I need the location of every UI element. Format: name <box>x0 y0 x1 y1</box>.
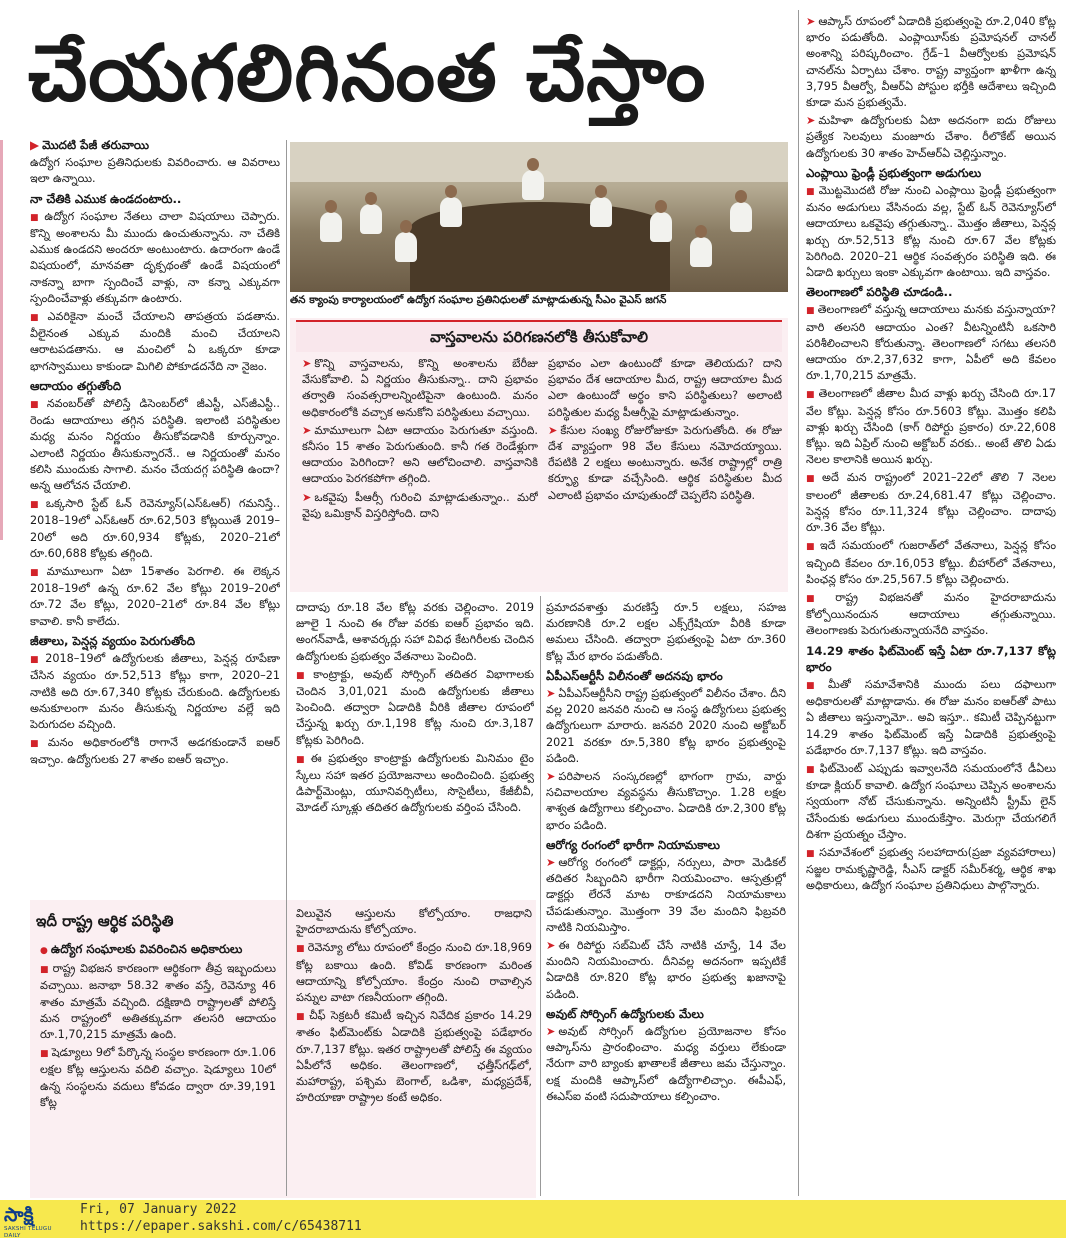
bullet-icon: ■ <box>806 474 819 485</box>
photo-person <box>730 202 752 232</box>
paragraph: ■ నవంబర్‌తో పోలిస్తే డిసెంబర్‌లో జీఎస్టీ, ఎస్‌జీఎస్టీ.. రెండు ఆదాయాలు తగ్గిన పరిస్థితి. ఇలాంటి పరిస్థితుల మధ్య మనం నిర్ణయం తీసుకోవడానికి కూర్చున్నాం. ఎలాంటి నిర్ణయం తీసుకున్నారనే.. ఆ నిర్ణయంతో మనం కలిసి ముందుకు సాగాలి. మనం చేయదగ్గ పరిస్థితి ఉందా? అన్న ఆలోచన చేయాలి. <box>30 397 280 493</box>
subheading: జీతాలు, పెన్షన్ల వ్యయం పెరుగుతోంది <box>30 633 196 648</box>
arrow-icon: ➤ <box>548 423 558 437</box>
arrow-icon: ➤ <box>546 770 556 784</box>
box-column-2 <box>548 356 782 588</box>
column-divider <box>286 140 287 1196</box>
arrow-icon: ➤ <box>302 423 312 437</box>
column-3 <box>546 600 786 1194</box>
finance-subtitle: ● ఉద్యోగ సంఘాలకు వివరించిన అధికారులు <box>40 942 243 956</box>
bullet-icon: ■ <box>296 670 311 681</box>
bullet-icon: ■ <box>30 313 45 324</box>
subheading: 14.29 శాతం ఫిట్‌మెంట్‌ ఇస్తే ఏటా రూ.7,137 కోట్ల భారం <box>806 643 1056 674</box>
paragraph: ➤ ఆప్కాస్‌ రూపంలో ఏడాదికి ప్రభుత్వంపై రూ.2,040 కోట్ల భారం పడుతోంది. ఎంప్లాయీస్‌కు ప్రమోషనల్‌ చానల్‌ అంశాన్ని పరిష్కరించాం. గ్రేడ్‌–1 వీఆర్వోలకు ప్రమోషన్‌ చానల్‌ను ఏర్పాటు చేశాం. రాష్ట్ర వ్యాప్తంగా ఖాళీగా ఉన్న 3,795 వీఆర్వో, వీఆర్‌ఏ పోస్టుల భర్తీకి ఆదేశాలు ఇచ్చింది కూడా మన ప్రభుత్వమే. <box>806 15 1056 110</box>
continued-label: ▶ మొదటి పేజీ తరువాయి <box>30 138 150 152</box>
paragraph: ■ ఇదే సమయంలో గుజరాత్‌లో వేతనాలు, పెన్షన్ల కోసం ఇచ్చింది కేవలం రూ.16,053 కోట్లు. బీహార్‌లో వేతనాలు, పింఛన్ల కోసం రూ.25,567.5 కోట్లు చెల్లించారు. <box>806 539 1056 586</box>
arrow-icon: ➤ <box>546 687 556 701</box>
bullet-icon: ■ <box>806 680 826 691</box>
bullet-icon: ■ <box>806 848 817 859</box>
bullet-icon: ■ <box>806 306 815 317</box>
column-2 <box>296 600 534 892</box>
paragraph: ■ తెలంగాణలో వస్తున్న ఆదాయాలు మనకు వస్తున్నాయా? వారి తలసరి ఆదాయం ఎంత? వీటన్నింటినీ ఒకసారి పరిశీలించాలని కోరుతున్నా. తెలంగాణలో సగటు తలసరి ఆదాయం రూ.2,37,632 కాగా, ఏపీలో అది కేవలం రూ.1,70,215 మాత్రమే. <box>806 303 1056 383</box>
paragraph: ఉద్యోగ సంఘాల ప్రతినిధులకు వివరించారు. ఆ వివరాలు ఇలా ఉన్నాయి. <box>30 156 280 186</box>
bullet-icon: ■ <box>806 593 833 604</box>
paragraph: ■ మనం అధికారంలోకి రాగానే అడగకుండానే ఐఆర్‌ ఇచ్చాం. ఉద్యోగులకు 27 శాతం ఐఆర్‌ ఇచ్చాం. <box>30 736 280 767</box>
paragraph: ■ రాష్ట్ర విభజన కారణంగా ఆర్థికంగా తీవ్ర ఇబ్బందులు వచ్చాయి. జనాభా 58.32 శాతం వస్తే, రెవెన్యూ 46 శాతం మాత్రమే వచ్చింది. దక్షిణాది రాష్ట్రాలతో పోలిస్తే మన రాష్ట్రంలో అతితక్కువగా తలసరి ఆదాయం రూ.1,70,215 మాత్రమే ఉంది. <box>40 962 276 1042</box>
paragraph: ➤ పరిపాలన సంస్కరణల్లో భాగంగా గ్రామ, వార్డు సచివాలయాల వ్యవస్థను తీసుకొచ్చాం. 1.28 లక్షల శాశ్వత ఉద్యోగాలు కల్పించాం. ఏడాదికి రూ.2,300 కోట్ల భారం పడింది. <box>546 770 786 832</box>
bullet-icon: ■ <box>30 655 43 666</box>
paragraph: ■ 2018–19లో ఉద్యోగులకు జీతాలు, పెన్షన్ల రూపేణా చేసిన వ్యయం రూ.52,513 కోట్లు కాగా, 2020–21 నాటికి అది రూ.67,340 కోట్లకు చేరుకుంది. ఉద్యోగులకు అనుకూలంగా మనం తీసుకున్న నిర్ణయాల వల్లే ఇది పెరుగుదల వచ్చింది. <box>30 652 280 731</box>
paragraph: ■ రాష్ట్ర విభజనతో మనం హైదరాబాదును కోల్పోయినందున ఆదాయాలు తగ్గుతున్నాయి. తెలంగాణకు పెరుగుతున్నాయనేది వాస్తవం. <box>806 590 1056 638</box>
footer-bar <box>0 1200 1066 1238</box>
bullet-icon: ■ <box>296 944 305 955</box>
finance-column-2 <box>296 906 532 1194</box>
bullet-icon: ■ <box>30 500 43 511</box>
paragraph: ➤ ఆరోగ్య రంగంలో డాక్టర్లు, నర్సులు, పారా మెడికల్‌ తదితర సిబ్బందిని భారీగా నియమించాం. ఆస్పత్రుల్లో డాక్టర్లు లేరనే మాట రాకూడదని నియామకాలు చేపడుతున్నాం. మొత్తంగా 39 వేల మందిని ఫిబ్రవరి నాటికి నియమిస్తాం. <box>546 856 786 934</box>
paragraph: ■ మీతో సమావేశానికి ముందు పలు దఫాలుగా అధికారులతో మాట్లాడాను. ఈ రోజు మనం ఐఆర్‌తో పాటు ఏ జీతాలు ఇస్తున్నామో.. అవి ఇస్తూ.. కమిటీ చెప్పినట్టుగా 14.29 శాతం ఫిట్‌మెంట్‌ ఇస్తే ఏడాదికి ప్రభుత్వంపై పడేభారం రూ.7,137 కోట్లు. ఇది వాస్తవం. <box>806 677 1056 757</box>
column-1 <box>30 134 280 894</box>
paragraph: ■ మామూలుగా ఏటా 15శాతం పెరగాలి. ఈ లెక్కన 2018–19లో ఉన్న రూ.62 వేల కోట్లు 2019–20లో రూ.72 వేల కోట్లు, 2020–21లో రూ.84 వేల కోట్లు కావాలి. కానీ కాలేదు. <box>30 565 280 628</box>
paragraph: ప్రభావం ఎలా ఉంటుందో కూడా తెలియదు? దాని ప్రభావం దేశ ఆదాయాల మీద, రాష్ట్ర ఆదాయాల మీద ఎలా ఉంటుందో అర్థం కాని పరిస్థితులు? అలాంటి పరిస్థితుల మధ్య పీఆర్సీపై మాట్లాడుతున్నాం. <box>548 357 782 419</box>
paragraph: ■ ఫిట్‌మెంట్‌ ఎప్పుడు ఇవ్వాలనేది సమయంలోనే డీఏలు కూడా క్లియర్‌ కావాలి. ఉద్యోగ సంఘాలు చెప్పిన అంశాలను స్వయంగా నోట్‌ చేసుకున్నాను. అన్నింటినీ స్ట్రీమ్‌ లైన్‌ చేసేందుకు అడుగులు ముందుకేస్తాం. మెరుగ్గా చేయగలిగే దిశగా ప్రయత్నం చేస్తాం. <box>806 761 1056 841</box>
paragraph: ■ అదే మన రాష్ట్రంలో 2021–22లో తొలి 7 నెలల కాలంలో జీతాలకు రూ.24,681.47 కోట్లు చెల్లించాం. పెన్షన్ల కోసం రూ.11,324 కోట్లు చెల్లించాం. దాదాపు రూ.36 వేల కోట్లు. <box>806 471 1056 535</box>
page-edge-marker <box>0 140 3 540</box>
paragraph: ➤ మహిళా ఉద్యోగులకు ఏటా అదనంగా ఐదు రోజులు ప్రత్యేక సెలవులు మంజూరు చేశాం. రీలొకేట్‌ అయిన ఉద్యోగులకు 30 శాతం హెచ్‌ఆర్‌ఏ చెల్లిస్తున్నాం. <box>806 114 1056 160</box>
subheading: నా చేతికి ఎముక ఉండదంటారు.. <box>30 191 182 206</box>
paragraph: ➤ కొన్ని వాస్తవాలను, కొన్ని అంశాలను బేరీజు వేసుకోవాలి. ఏ నిర్ణయం తీసుకున్నా.. దాని ప్రభావం తర్వాతి సంవత్సరాలన్నింటిపైనా ఉంటుంది. మనం అధికారంలోకి వచ్చాక అనుకోని పరిస్థితులు వచ్చాయి. <box>302 357 538 419</box>
bullet-icon: ■ <box>806 764 817 775</box>
paragraph: ➤ ఒకవైపు పీఆర్సీ గురించి మాట్లాడుతున్నాం.. మరో వైపు ఒమిక్రాన్‌ విస్తరిస్తోంది. దాని <box>302 490 538 520</box>
photo-caption: తన క్యాంపు కార్యాలయంలో ఉద్యోగ సంఘాల ప్రతినిధులతో మాట్లాడుతున్న సీఎం వైఎస్‌ జగన్‌ <box>290 294 667 306</box>
paragraph: ■ చీఫ్‌ సెక్రటరీ కమిటీ ఇచ్చిన నివేదిక ప్రకారం 14.29 శాతం ఫిట్‌మెంట్‌కు ఏడాదికి ప్రభుత్వంపై పడేభారం రూ.7,137 కోట్లు. ఇతర రాష్ట్రాలతో పోలిస్తే ఈ వ్యయం ఏపీలోనే అధికం. తెలంగాణలో, ఛత్తీస్‌గఢ్‌లో, మహారాష్ట్ర, పశ్చిమ బెంగాల్, ఒడిశా, మధ్యప్రదేశ్, హరియాణా రాష్ట్రాల కంటే అధికం. <box>296 1009 532 1105</box>
bullet-icon: ■ <box>296 754 308 765</box>
paragraph: ప్రమాదవశాత్తు మరణిస్తే రూ.5 లక్షలు, సహజ మరణానికి రూ.2 లక్షల ఎక్స్‌గ్రేషియా వీరికి కూడా అమలు చేసింది. తద్వారా ప్రభుత్వంపై ఏటా రూ.360 కోట్ల మేర భారం పడుతోంది. <box>546 601 786 663</box>
bullet-icon: ■ <box>40 965 50 976</box>
paragraph: ■ రెవెన్యూ లోటు రూపంలో కేంద్రం నుంచి రూ.18,969 కోట్ల బకాయి ఉంది. కోవిడ్‌ కారణంగా మరింత ఆదాయాన్ని కోల్పోయాం. కేంద్రం నుంచి రావాల్సిన పన్నుల వాటా గణనీయంగా తగ్గింది. <box>296 941 532 1005</box>
paragraph: ➤ ఏపీఎస్‌ఆర్టీసీని రాష్ట్ర ప్రభుత్వంలో విలీనం చేశాం. దీని వల్ల 2020 జనవరి నుంచి ఆ సంస్థ ఉద్యోగులు ప్రభుత్వ ఉద్యోగులుగా మారారు. జనవరి 2020 నుంచి అక్టోబర్‌ 2021 వరకూ రూ.5,380 కోట్ల భారం ప్రభుత్వంపై పడింది. <box>546 687 786 765</box>
paragraph: ➤ కేసుల సంఖ్య రోజురోజుకూ పెరుగుతోంది. ఈ రోజు దేశ వ్యాప్తంగా 98 వేల కేసులు నమోదయ్యాయి. రేపటికి 2 లక్షలు అంటున్నారు. అనేక రాష్ట్రాల్లో రాత్రి కర్ఫ్యూ కూడా వచ్చేసింది. ఆర్థిక పరిస్థితుల మీద ఎలాంటి ప్రభావం చూపుతుందో చెప్పలేని పరిస్థితి. <box>548 423 782 502</box>
paragraph: ■ మొట్టమొదటి రోజు నుంచి ఎంప్లాయి ఫ్రెండ్లీ ప్రభుత్వంగా మనం అడుగులు వేసినందు వల్ల, స్టేట్‌ ఓన్‌ రెవెన్యూస్‌లో ఆదాయాలు ఒకవైపు తగ్గుతున్నా.. మొత్తం జీతాలు, పెన్షన్ల ఖర్చు రూ.52,513 కోట్ల నుంచి రూ.67 వేల కోట్లకు పెరిగింది. 2020–21 ఆర్థిక సంవత్సరం పరిస్థితి ఇది. ఈ ఏడాది ఖర్చులు ఇంకా ఎక్కువగా ఉంటాయి. ఇది వాస్తవం. <box>806 184 1056 280</box>
paragraph: దాదాపు రూ.18 వేల కోట్ల వరకు చెల్లించాం. 2019 జూలై 1 నుంచి ఈ రోజు వరకు ఐఆర్‌ ప్రభావం ఇది. అంగన్‌వాడీ, ఆశావర్కర్లు సహా వివిధ కేటగిరీలకు చెందిన ఉద్యోగులకు ప్రభుత్వం వేతనాలు పెంచింది. <box>296 601 534 663</box>
headline: చేయగలిగినంత చేస్తాం <box>28 29 707 119</box>
subheading: ఆదాయం తగ్గుతోంది <box>30 378 122 393</box>
column-divider <box>540 596 541 1196</box>
bullet-icon: ■ <box>806 542 818 553</box>
paragraph: ■ ఉద్యోగ సంఘాల నేతలు చాలా విషయాలు చెప్పారు. కొన్ని అంశాలను మీ ముందు ఉంచుతున్నాను. నా చేతికి ఎముక ఉండదని అందరూ అంటుంటారు. ఉదారంగా ఉండే విషయంలో, మానవతా దృక్పథంతో ఉండే విషయంలో నాకన్నా బాగా స్పందించే వాళ్లు, నా కన్నా ఎక్కువగా స్పందించేవాళ్లు తక్కువగా ఉంటారు. <box>30 209 280 305</box>
subheading: ఆరోగ్య రంగంలో భారీగా నియామకాలు <box>546 837 720 852</box>
photo-person <box>690 237 712 267</box>
column-divider <box>798 10 799 1196</box>
bullet-icon: ■ <box>40 1049 49 1060</box>
paragraph: ➤ ఈ రిపోర్టు సబ్‌మిట్‌ చేసే నాటికి చూస్తే, 14 వేల మందిని నియమించారు. దీనివల్ల అదనంగా ఇప్పటికే ఏడాదికి రూ.820 కోట్ల భారం ప్రభుత్వ ఖజానాపై పడింది. <box>546 939 786 1001</box>
paragraph: విలువైన ఆస్తులను కోల్పోయాం. రాజధాని హైదరాబాదును కోల్పోయాం. <box>296 907 532 937</box>
arrow-icon: ➤ <box>806 15 816 28</box>
dot-icon: ● <box>40 946 48 956</box>
subheading: తెలంగాణలో పరిస్థితి చూడండి.. <box>806 285 953 300</box>
column-4 <box>806 14 1056 1196</box>
arrow-icon: ➤ <box>546 856 556 870</box>
publish-date: Fri, 07 January 2022 <box>80 1202 237 1217</box>
arrow-icon: ➤ <box>546 939 556 953</box>
paragraph: ■ ఎవరికైనా మంచే చేయాలని తాపత్రయ పడతాను. వీలైనంత ఎక్కువ మందికి మంచి చేయాలని ఆరాటపడతాను. ఆ మంచిలో ఏ ఒక్కరూ కూడా భాగస్వాములు కాకుండా మిగిలి పోకూడదనేది నా నైజం. <box>30 310 280 373</box>
bullet-icon: ■ <box>30 568 44 579</box>
photo-person <box>440 197 462 227</box>
finance-panel-title: ఇదీ రాష్ట్ర ఆర్థిక పరిస్థితి <box>36 912 174 930</box>
bullet-icon: ■ <box>30 739 45 750</box>
subheading: అవుట్‌ సోర్సింగ్‌ ఉద్యోగులకు మేలు <box>546 1006 704 1021</box>
paragraph: ➤ మామూలుగా ఏటా ఆదాయం పెరుగుతూ వస్తుంది. కనీసం 15 శాతం పెరుగుతుంది. కానీ గత రెండేళ్లుగా ఆదాయం పెరిగిందా? అని ఆలోచించాలి. వాస్తవానికి ఆదాయం పెరగకపోగా తగ్గింది. <box>302 423 538 486</box>
arrow-icon: ➤ <box>806 114 816 128</box>
photo-person <box>395 232 417 262</box>
arrow-icon: ➤ <box>302 490 312 504</box>
paragraph: ■ షెడ్యూలు 9లో పేర్కొన్న సంస్థల కారణంగా రూ.1.06 లక్షల కోట్ల ఆస్తులను వదిలి వచ్చాం. షెడ్యూలు 10లో ఉన్న సంస్థలను వదులు కోవడం ద్వారా రూ.39,191 కోట్ల <box>40 1046 276 1109</box>
photo-person <box>522 170 544 200</box>
meeting-photo <box>290 142 788 292</box>
subheading: ఎంప్లాయి ఫ్రెండ్లీ ప్రభుత్వంగా అడుగులు <box>806 165 982 180</box>
bullet-icon: ■ <box>806 390 816 401</box>
epaper-link[interactable]: https://epaper.sakshi.com/c/65438711 <box>80 1219 362 1234</box>
box-title: వాస్తవాలను పరిగణనలోకి తీసుకోవాలి <box>296 320 782 352</box>
photo-person <box>650 212 672 242</box>
play-icon: ▶ <box>30 138 40 152</box>
paragraph: ■ తెలంగాణలో జీతాల మీద వాళ్లు ఖర్చు చేసింది రూ.17 వేల కోట్లు. పెన్షన్ల కోసం రూ.5603 కోట్లు. మొత్తం కలిపి వాళ్లు ఖర్చు చేసింది (కాగ్‌ రిపోర్టు ప్రకారం) రూ.22,608 కోట్లు. ఇది ఏప్రిల్‌ నుంచి అక్టోబర్‌ వరకు.. అంటే తొలి ఏడు నెలల కాలానికి అయిన ఖర్చు. <box>806 387 1056 467</box>
paragraph: ■ సమావేశంలో ప్రభుత్వ సలహాదారు(ప్రజా వ్యవహారాలు) సజ్జల రామకృష్ణారెడ్డి, సీఎస్‌ డాక్టర్‌ సమీర్‌శర్మ, ఆర్థిక శాఖ అధికారులు, ఉద్యోగ సంఘాల ప్రతినిధులు పాల్గొన్నారు. <box>806 845 1056 893</box>
photo-person <box>590 197 612 227</box>
photo-person <box>320 212 342 242</box>
paragraph: ■ ఒక్కసారి స్టేట్‌ ఓన్‌ రెవెన్యూస్‌(ఎస్‌ఓఆర్‌) గమనిస్తే.. 2018–19లో ఎస్‌ఓఆర్‌ రూ.62,503 కోట్లయితే 2019–20లో అది రూ.60,934 కోట్లకు, 2020–21లో రూ.60,688 కోట్లకు తగ్గింది. <box>30 497 280 560</box>
paragraph: ■ ఈ ప్రభుత్వం కాంట్రాక్టు ఉద్యోగులకు మినిమం టైం స్కేలు సహా ఇతర ప్రయోజనాలు అందించింది. ప్రభుత్వ డిపార్ట్‌మెంట్లు, యూనివర్సిటీలు, సొసైటీలు, కేజీబీవీ, మోడల్‌ స్కూళ్లు తదితర ఉద్యోగులకు వర్తింప చేసింది. <box>296 751 534 815</box>
arrow-icon: ➤ <box>302 357 312 370</box>
subheading: ఏపీఎస్‌ఆర్టీసీ విలీనంతో అదనపు భారం <box>546 668 723 683</box>
bullet-icon: ■ <box>806 187 816 198</box>
finance-column-1 <box>40 938 276 1194</box>
photo-person <box>360 204 382 234</box>
arrow-icon: ➤ <box>546 1025 556 1039</box>
paragraph: ■ కాంట్రాక్టు, అవుట్‌ సోర్సింగ్‌ తదితర విభాగాలకు చెందిన 3,01,021 మంది ఉద్యోగులకు జీతాలు పెంచింది. తద్వారా ఏడాదికి వీరికి జీతాల రూపంలో చేస్తున్న ఖర్చు రూ.1,198 కోట్ల నుంచి రూ.3,187 కోట్లకు పెరిగింది. <box>296 667 534 747</box>
box-column-1 <box>302 356 538 588</box>
bullet-icon: ■ <box>296 1012 307 1023</box>
bullet-icon: ■ <box>30 212 42 223</box>
bullet-icon: ■ <box>30 400 44 411</box>
sakshi-logo[interactable]: సాక్షి SAKSHI TELUGU DAILY <box>4 1204 52 1239</box>
paragraph: ➤ అవుట్‌ సోర్సింగ్‌ ఉద్యోగుల ప్రయోజనాల కోసం ఆప్కాస్‌ను ప్రారంభించాం. మధ్య వర్తులు లేకుండా నేరుగా వారి బ్యాంకు ఖాతాలకే జీతాలు జమ చేస్తున్నాం. లక్ష మందికి ఆప్కాస్‌లో ఉద్యోగాలిచ్చాం. ఈపీఎఫ్, ఈఎస్‌ఐ వంటి సదుపాయాలు కల్పించాం. <box>546 1025 786 1103</box>
